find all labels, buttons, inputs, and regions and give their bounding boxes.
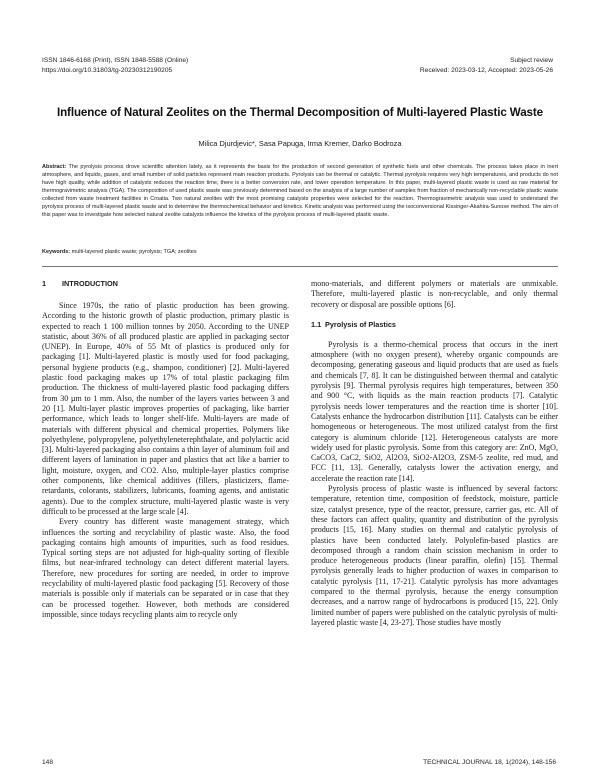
abstract-label: Abstract: [42, 164, 67, 170]
header-right [420, 56, 553, 75]
subsection-number: 1.1 [311, 319, 322, 329]
intro-paragraph-continuation: mono-materials, and different polymers or materials are unmixable. Therefore, multi-layered plastic is non-recyclable, and only thermal recovery or disposal are possible options [6]. [311, 279, 558, 309]
subsection-title: Pyrolysis of Plastics [325, 319, 396, 329]
left-column [42, 279, 289, 620]
abstract-text: The pyrolysis process drove scientific attention lately, as it represents the basis for the production of second generation of synthetic fuels and other chemicals. The process takes place in inert atmosphere, and liquids, gases, and small number of solid particles represent main reaction products. Pyrolysis can be thermal or catalytic. Thermal pyrolysis requires very high temperatures, and products do not have high quality, while addition of catalysts reduces the reaction time, there is a better conversion rate, and lower operation temperature. In this paper, multi-layered plastic waste is used as raw material for thermogravimetric analysis (TGA). The composition of used plastic waste was previously determined based on the analysis of a large number of samples from fraction of mechanically non-recyclable plastic waste collected from waste treatment facilities in Croatia. Two natural zeolites with the most promising catalysts properties were selected for the reaction. Thermogravimetric analysis was used to understand the pyrolysis process of multi-layered plastic waste and to determine the thermochemical behavior and kinetics. Kinetic analysis was performed using the isoconversional Kissinger-Akahira-Sunose method. The aim of this paper was to investigate how selected natural zeolite catalysts influence the kinetics of the pyrolysis process of multi-layered plastic waste. [42, 164, 558, 219]
issn-line: ISSN 1846-6168 (Print), ISSN 1848-5588 (Online) [42, 57, 189, 64]
pyrolysis-paragraph-1: Pyrolysis is a thermo-chemical process that occurs in the inert atmosphere (with no oxygen present), whereby organic compounds are decomposing, generating gaseous and liquid products that are used as fuels and chemicals [7, 8]. It can be distinguished between thermal and catalytic pyrolysis [9]. Thermal pyrolysis requires high temperatures, between 350 and 900 °C, with liquids as the main reaction products [7]. Catalytic pyrolysis needs lower temperatures and the reaction time is shorter [10]. Catalysts enhance the hydrocarbon distribution [11]. Catalysts can be either homogeneous or heterogeneous. The most utilized catalyst from the first category is aluminum chloride [12]. Heterogeneous catalysts are more widely used for plastic pyrolysis. Some from this category are: ZnO, MgO, CaCO3, CaC2, SiO2, Al2O3, SiO2-Al2O3, ZSM-5 zeolite, red mud, and FCC [11, 13]. Generally, catalysts lower the activation energy, and accelerate the reaction rate [14]. [311, 339, 558, 483]
keywords [42, 248, 558, 256]
doi-link[interactable]: https://doi.org/10.31803/tg-20230312190205 [42, 66, 173, 74]
article-category: Subject review [510, 57, 553, 64]
page-number: 148 [42, 759, 54, 766]
section-heading-introduction [42, 279, 289, 289]
intro-paragraph-1: Since 1970s, the ratio of plastic production has been growing. According to the historic growth of plastic production, primary plastic is expected to reach 1 100 million tonnes by 2050. According to the UNEP statistic, about 36% of all produced plastic are applied in packaging sector (UNEP). In Europe, 40% of 55 Mt of plastics is produced only for packaging [1]. Multi-layered plastic is mostly used for food packaging, personal hygiene products (e.g., shampoo, conditioner) [2]. Multi-layered plastic food packaging makes up 17% of total plastic packaging film production. The thickness of multi-layered plastic food packaging differs from 30 µm to 1 mm. Also, the number of the layers varies between 3 and 20 [1]. Multi-layer plastic improves properties of packaging, like barrier performance, which leads to longer shelf-life. Multi-layers are made of materials with different physical and chemical properties. Polymers like polyethylene, polypropylene, polyethyleneterephthalate, and polylactic acid [3]. Multi-layered packaging also contains a thin layer of aluminum foil and different layers of lamination in paper and plastics that act like a barrier to light, moisture, oxygen, and CO2. Also, multiple-layer plastics comprise other components, like chemical additives (fillers, plasticizers, flame-retardants, colorants, stabilizers, lubricants, foaming agents, and antistatic agents). Due to the complex structure, multi-layered plastic waste is very difficult to be processed at the large scale [4]. [42, 301, 289, 516]
section-title: INTRODUCTION [62, 279, 118, 288]
right-column [311, 279, 558, 628]
keywords-label: Keywords: [42, 249, 71, 255]
article-dates: Received: 2023-03-12, Accepted: 2023-05-26 [419, 66, 553, 74]
pyrolysis-paragraph-2: Pyrolysis process of plastic waste is influenced by several factors: temperature, retention time, composition of feedstock, moisture, particle size, catalyst presence, type of the reactor, pressure, carrier gas, etc. All of these factors can affect quality, quantity and distribution of the pyrolysis products [15, 16]. Many studies on thermal and catalytic pyrolysis of plastics have been conducted lately. Polyolefin-based plastics are decomposed through a random chain scission mechanism in order to produce heterogeneous products (linear paraffin, olefin) [15]. Thermal pyrolysis generally leads to higher production of waxes in comparison to catalytic pyrolysis [11, 17-21]. Catalytic pyrolysis has more advantages compared to the thermal pyrolysis, because the energy consumption decreases, and a narrow range of hydrocarbons is produced [15, 22]. Only limited number of papers were published on the catalytic pyrolysis of multi-layered plastic waste [4, 23-27]. Those studies have mostly [311, 484, 558, 627]
intro-paragraph-2: Every country has different waste management strategy, which influences the sorting and recyclability of plastic waste. Also, the food packaging contains high amounts of impurities, such as food residues. Typical sorting steps are not adjusted for high-quality sorting of flexible films, but near-infrared technology can detect different material layers. Therefore, new procedures for sorting are needed, in order to improve recyclability of multi-layered plastic food packaging [5]. Recovery of those materials is possible only if materials can be separated or in case that they can be processed together. However, both methods are considered impossible, since todays recycling plants aim to recycle only [42, 517, 289, 619]
section-number: 1 [42, 279, 47, 288]
subsection-heading-pyrolysis [311, 320, 558, 330]
keywords-text: multi-layered plastic waste; pyrolysis; TGA; zeolites [71, 249, 197, 255]
paper-title: Influence of Natural Zeolites on the Thermal Decomposition of Multi-layered Plastic Waste [56, 106, 544, 119]
header-left [42, 56, 188, 75]
journal-citation: TECHNICAL JOURNAL 18, 1(2024), 148-156 [423, 759, 556, 766]
abstract [42, 163, 558, 219]
author-list: Milica Djurdjevic*, Sasa Papuga, Irma Kremer, Darko Bodroza [198, 139, 402, 148]
section-divider [42, 266, 558, 267]
